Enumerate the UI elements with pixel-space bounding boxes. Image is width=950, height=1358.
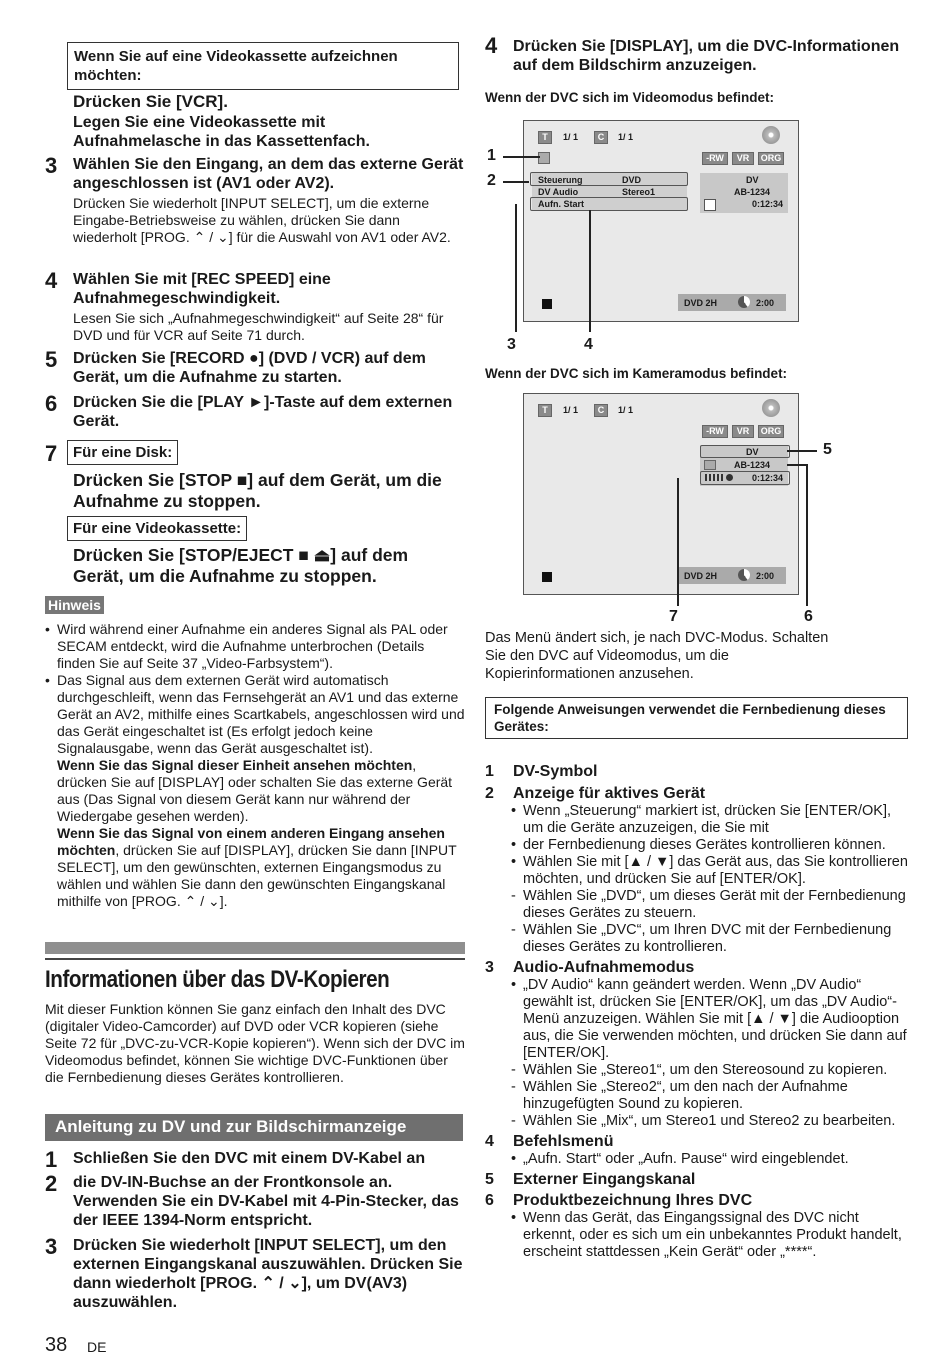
time-label: 0:12:34 [752,199,784,209]
dv-label: DV [746,175,759,185]
item-6-details [511,1210,910,1261]
callout-4: 4 [584,336,593,353]
item-number: 2 [485,785,494,802]
language-code: DE [87,1339,107,1355]
callout-line [503,156,540,158]
callout-line [515,204,517,332]
steuerung-value: DVD [622,175,642,185]
rw-badge: -RW [702,425,728,438]
item-4-details [511,1151,910,1168]
item-number: 4 [485,1133,494,1150]
hinweis-item: • Das Signal aus dem externen Gerät wird automatisch durchgeschleift, wenn das Fernsehgerät an AV1 und das externe Gerät an AV2, mithilfe eines Scartkabels, angeschlossen wird und das Gerät eingeschaltet ist (Es erfolgt jedoch keine Signalausgabe, wenn das Gerät ausgeschaltet ist). [45,672,465,757]
item-2 [485,784,910,803]
callout-6: 6 [804,608,813,625]
section-bar [45,942,465,954]
detail-dash: - Wählen Sie „Stereo2“, um den nach der Aufnahme hinzugefügten Sound zu kopieren. [511,1079,910,1113]
callout-line [787,450,817,452]
step-number: 3 [45,1234,58,1259]
stop-icon [542,299,552,309]
item-4 [485,1132,910,1151]
dv-icon [538,152,550,164]
step-text: Lesen Sie sich „Aufnahmegeschwindigkeit“ auf Seite 28“ für DVD und für VCR auf Seite 71 durch. [73,310,444,343]
video-mode-label: Wenn der DVC sich im Videomodus befindet: [485,90,775,105]
command-box [530,197,688,211]
item-6 [485,1191,910,1210]
dv-label: DV [746,447,759,457]
remote-box: Folgende Anweisungen verwendet die Fernbedienung dieses Gerätes: [485,697,908,739]
step-4 [45,270,465,344]
step-text: Drücken Sie wiederholt [INPUT SELECT], um die externe Eingabe-Betriebsweise zu wählen, drücken Sie dann wiederholt [PROG. ⌃ / ⌄] für die Auswahl von AV1 oder AV2. [73,195,451,245]
vr-badge: VR [732,152,754,165]
vcr-text: Legen Sie eine Videokassette mit Aufnahmelasche in das Kassettenfach. [73,114,370,150]
item-1 [485,762,910,781]
detail-dash: - Wählen Sie „Mix“, um Stereo1 und Stereo2 zu bearbeiten. [511,1113,910,1130]
record-dot-icon [726,474,733,481]
hinweis-text: , drücken Sie auf [DISPLAY] oder schalten Sie das externe Gerät aus (Das Signal von diesem Gerät kann nur während der Wiedergabe gesehen werden). [57,757,453,824]
detail-bullet: • Wählen Sie mit [▲ / ▼] das Gerät aus, das Sie kontrollieren möchten, und drücken Sie auf [ENTER/OK]. [511,854,910,888]
detail-bullet: • Wenn „Steuerung“ markiert ist, drücken Sie [ENTER/OK], um die Geräte anzuzeigen, die Sie mit [511,803,910,837]
dvd-mode: DVD 2H [684,298,718,308]
callout-5: 5 [823,441,832,458]
hinweis-bold: Wenn Sie das Signal von einem anderen Eingang ansehen möchten [57,825,445,858]
item-title: Produktbezeichnung Ihres DVC [513,1192,753,1209]
detail-bullet: • Wenn das Gerät, das Eingangssignal des DVC nicht erkennt, oder es sich um ein unbekanntes Produkt handelt, erscheint stattdessen „Kein Gerät“ oder „****“. [511,1210,910,1261]
item-title: Befehlsmenü [513,1133,614,1150]
step-4-number: 4 [485,33,498,58]
item-number: 3 [485,959,494,976]
step-title: die DV-IN-Buchse an der Frontkonsole an. Verwenden Sie ein DV-Kabel mit 4-Pin-Stecker, das der IEEE 1394-Norm entspricht. [73,1174,459,1229]
step-number: 1 [45,1147,58,1172]
tape-box: Für eine Videokassette: [67,516,247,541]
channel-box [700,445,790,458]
highlight-box [530,172,688,186]
hinweis-label: Hinweis [45,596,104,614]
hinweis-item: • Wird während einer Aufnahme ein anderes Signal als PAL oder SECAM entdeckt, wird die Aufnahme unterbrochen (Details finden Sie auf Seite 37 „Video-Farbsystem“). [45,621,465,672]
org-badge: ORG [758,152,784,165]
item-title: Audio-Aufnahmemodus [513,959,695,976]
callout-7: 7 [669,608,678,625]
detail-bullet: • der Fernbedienung dieses Gerätes kontrollieren können. [511,837,910,854]
item-2-details [511,803,910,956]
callout-line [787,464,807,466]
callout-line [677,478,679,606]
step-number: 3 [45,153,58,178]
callout-2: 2 [487,172,496,189]
item-5 [485,1170,910,1189]
callout-line [589,210,591,332]
step-title: Drücken Sie wiederholt [INPUT SELECT], um den externen Eingangskanal auszuwählen. Drücken Sie dann wiederholt [PROG. ⌃ / ⌄], um DV(AV3) auszuwählen. [73,1237,463,1311]
remaining-time: 2:00 [756,298,775,308]
disk-text: Drücken Sie [STOP ■] auf dem Gerät, um die Aufnahme zu stoppen. [73,470,442,511]
step-7-number: 7 [45,441,58,466]
detail-dash: - Wählen Sie „DVC“, um Ihren DVC mit der Fernbedienung dieses Gerätes zu kontrollieren. [511,922,910,956]
hinweis-badge [45,596,104,615]
disk-box: Für eine Disk: [67,440,178,465]
remaining-icon [738,569,750,581]
dv-audio-label[interactable]: DV Audio [538,187,579,197]
detail-bullet: • „Aufn. Start“ oder „Aufn. Pause“ wird eingeblendet. [511,1151,910,1168]
aufn-start-label[interactable]: Aufn. Start [538,199,584,209]
hinweis-item [45,757,465,825]
menu-note: Das Menü ändert sich, je nach DVC-Modus. Schalten Sie den DVC auf Videomodus, um die Kopierinformationen anzusehen. [485,630,829,682]
callout-line [503,181,529,183]
chapter-value: 1/ 1 [618,405,634,415]
section-text: Mit dieser Funktion können Sie ganz einfach den Inhalt des DVC (digitaler Video-Camcorder) auf DVD oder VCR kopieren (siehe Seite 72 für „DVC-zu-VCR-Kopie kopieren“). Wenn sich der DVC im Videomodus befindet, können Sie wichtige DVC-Funktionen über die Fernbedienung dieses Gerätes kontrollieren. [45,1001,465,1085]
hinweis-text: , drücken Sie auf [DISPLAY], drücken Sie dann [INPUT SELECT], um den gewünschten, externen Eingangsmodus zu wählen und wählen Sie dann den gewünschten Eingangskanal mithilfe von [PROG. ⌃ / ⌄]. [57,842,457,909]
item-title: DV-Symbol [513,763,598,780]
hinweis-bold: Wenn Sie das Signal dieser Einheit ansehen möchten [57,757,413,773]
step-title: Wählen Sie mit [REC SPEED] eine Aufnahmegeschwindigkeit. [73,271,331,307]
title-icon: T [538,131,552,144]
model-label: AB-1234 [734,460,771,470]
title-icon: T [538,404,552,417]
disc-icon [762,399,780,417]
item-3 [485,958,910,977]
title-value: 1/ 1 [563,405,579,415]
vr-badge: VR [732,425,754,438]
chapter-icon: C [594,131,608,144]
step-number: 2 [45,1171,58,1196]
item-list [485,762,910,1261]
stop-icon [542,572,552,582]
detail-dash: - Wählen Sie „Stereo1“, um den Stereosound zu kopieren. [511,1062,910,1079]
disc-icon [762,126,780,144]
step-number: 6 [45,391,58,416]
remaining-icon [738,296,750,308]
tape-text: Drücken Sie [STOP/EJECT ■ ⏏] auf dem Gerät, um die Aufnahme zu stoppen. [73,545,409,586]
dvd-mode: DVD 2H [684,571,718,581]
item-title: Externer Eingangskanal [513,1171,696,1188]
step-number: 4 [45,268,58,293]
guide-step-1 [45,1147,465,1172]
model-label: AB-1234 [734,187,771,197]
dv-audio-value: Stereo1 [622,187,656,197]
section-rule [45,958,465,960]
page-number: 38 [45,1334,68,1356]
video-mode-screen [523,120,799,322]
steuerung-label[interactable]: Steuerung [538,175,583,185]
chapter-icon: C [594,404,608,417]
hinweis-item [45,825,465,910]
step-6 [45,393,465,431]
chapter-value: 1/ 1 [618,132,634,142]
section-title: Informationen über das DV-Kopieren [45,966,390,993]
time-label: 0:12:34 [752,473,784,483]
subsection-title: Anleitung zu DV und zur Bildschirmanzeige [45,1114,463,1141]
item-number: 6 [485,1192,494,1209]
video-cassette-box: Wenn Sie auf eine Videokassette aufzeichnen möchten: [67,42,459,90]
callout-3: 3 [507,336,516,353]
step-title: Drücken Sie die [PLAY ►]-Taste auf dem externen Gerät. [73,394,453,430]
step-title: Wählen Sie den Eingang, an dem das externe Gerät angeschlossen ist (AV1 oder AV2). [73,156,464,192]
title-value: 1/ 1 [563,132,579,142]
item-3-details [511,977,910,1130]
org-badge: ORG [758,425,784,438]
item-number: 1 [485,763,494,780]
step-4-title: Drücken Sie [DISPLAY], um die DVC-Informationen auf dem Bildschirm anzuzeigen. [513,38,900,74]
guide-step-2 [45,1173,465,1230]
step-3 [45,155,465,246]
callout-1: 1 [487,147,496,164]
step-title: Drücken Sie [RECORD ●] (DVD / VCR) auf dem Gerät, um die Aufnahme zu starten. [73,350,426,386]
item-title: Anzeige für aktives Gerät [513,785,706,802]
camera-mode-label: Wenn der DVC sich im Kameramodus befindet: [485,366,788,381]
step-5 [45,349,465,387]
step-number: 5 [45,347,58,372]
vcr-title: Drücken Sie [VCR]. [73,92,228,111]
hinweis-list [45,621,465,910]
audio-level-icon [705,474,723,481]
tape-icon [704,199,716,211]
camera-mode-screen [523,393,799,595]
item-number: 5 [485,1171,494,1188]
dv-icon [704,460,716,470]
rw-badge: -RW [702,152,728,165]
detail-dash: - Wählen Sie „DVD“, um dieses Gerät mit der Fernbedienung dieses Gerätes zu steuern. [511,888,910,922]
callout-line [806,464,808,606]
step-title: Schließen Sie den DVC mit einem DV-Kabel an [73,1150,426,1167]
guide-step-3 [45,1236,465,1312]
remaining-time: 2:00 [756,571,775,581]
detail-bullet: • „DV Audio“ kann geändert werden. Wenn „DV Audio“ gewählt ist, drücken Sie [ENTER/OK], um das „DV Audio“-Menü anzuzeigen. Wählen Sie mit [▲ / ▼] die Audiooption aus, die Sie verwenden möchten, und drücken Sie dann auf [ENTER/OK]. [511,977,910,1062]
